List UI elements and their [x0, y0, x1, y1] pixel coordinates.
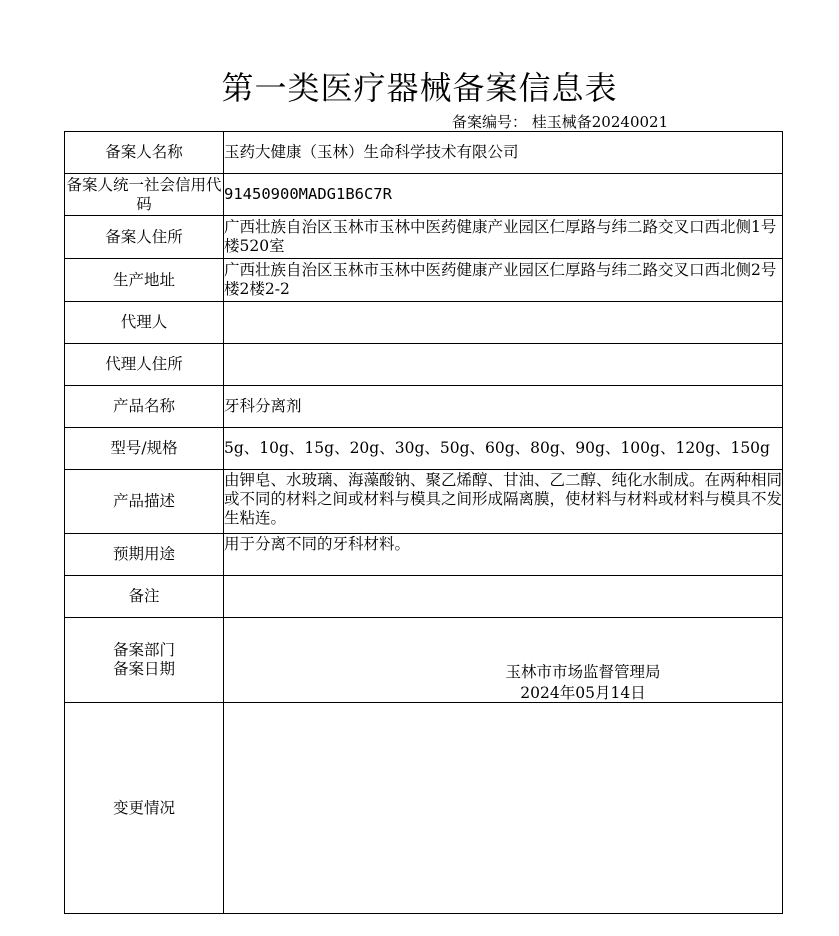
record-number: 备案编号： 桂玉械备20240021: [452, 113, 669, 131]
filer-name-label: 备案人名称: [65, 132, 224, 174]
credit-code-label: 备案人统一社会信用代码: [65, 174, 224, 216]
changes-label: 变更情况: [65, 703, 224, 914]
table-row: [65, 576, 783, 618]
filer-name-value: 玉药大健康（玉林）生命科学技术有限公司: [224, 132, 783, 174]
product-description-value: 由钾皂、水玻璃、海藻酸钠、聚乙烯醇、甘油、乙二醇、纯化水制成。在两种相同或不同的材料之间或材料与模具之间形成隔离膜，使材料与材料或材料与模具不发生粘连。: [224, 470, 783, 534]
credit-code-value: 91450900MADG1B6C7R: [224, 174, 783, 216]
filing-info-table: [64, 131, 783, 914]
model-spec-value: 5g、10g、15g、20g、30g、50g、60g、80g、90g、100g、120g、150g: [224, 428, 783, 470]
table-row: [65, 302, 783, 344]
agent-value: [224, 302, 783, 344]
table-row: [65, 386, 783, 428]
filing-department: 玉林市市场监督管理局: [505, 663, 661, 681]
table-row: [65, 216, 783, 259]
changes-value: [224, 703, 783, 914]
table-row: [65, 703, 783, 914]
product-name-label: 产品名称: [65, 386, 224, 428]
filing-date-label-line2: 备案日期: [112, 660, 175, 678]
table-row: [65, 132, 783, 174]
production-address-value: 广西壮族自治区玉林市玉林中医药健康产业园区仁厚路与纬二路交叉口西北侧2号楼2楼2-2: [224, 259, 783, 302]
table-row: [65, 618, 783, 703]
intended-use-value: 用于分离不同的牙科材料。: [224, 534, 783, 576]
table-row: [65, 534, 783, 576]
document-title: 第一类医疗器械备案信息表: [221, 69, 618, 107]
product-description-label: 产品描述: [65, 470, 224, 534]
filing-dept-label-line1: 备案部门: [112, 641, 175, 659]
remarks-value: [224, 576, 783, 618]
filing-dept-label: [65, 618, 224, 703]
table-row: [65, 470, 783, 534]
filer-address-label: 备案人住所: [65, 216, 224, 259]
filing-dept-value-cell: [224, 618, 783, 703]
production-address-label: 生产地址: [65, 259, 224, 302]
agent-address-value: [224, 344, 783, 386]
table-row: [65, 344, 783, 386]
table-row: [65, 174, 783, 216]
remarks-label: 备注: [65, 576, 224, 618]
model-spec-label: 型号/规格: [65, 428, 224, 470]
filer-address-value: 广西壮族自治区玉林市玉林中医药健康产业园区仁厚路与纬二路交叉口西北侧1号楼520室: [224, 216, 783, 259]
table-row: [65, 428, 783, 470]
agent-address-label: 代理人住所: [65, 344, 224, 386]
agent-label: 代理人: [65, 302, 224, 344]
filing-date: 2024年05月14日: [520, 684, 646, 702]
table-row: [65, 259, 783, 302]
product-name-value: 牙科分离剂: [224, 386, 783, 428]
intended-use-label: 预期用途: [65, 534, 224, 576]
